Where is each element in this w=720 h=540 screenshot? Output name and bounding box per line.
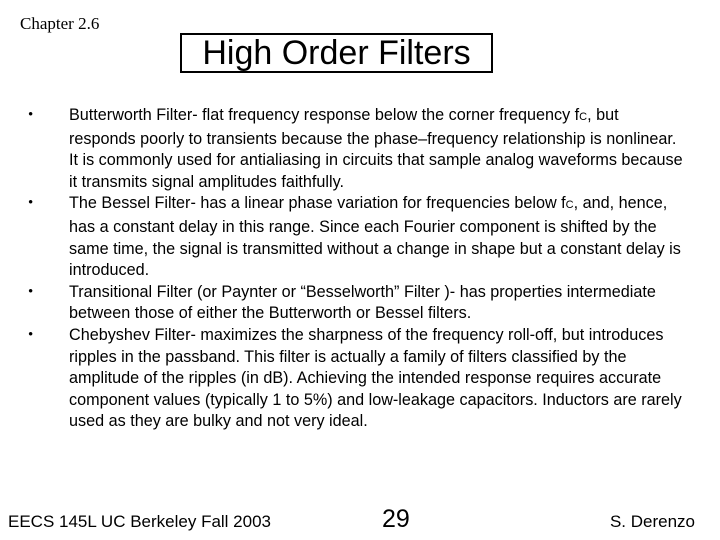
subscript-c: C — [565, 199, 574, 212]
title-box — [180, 33, 493, 73]
list-item-chebyshev — [28, 325, 688, 433]
list-item-bessel — [28, 193, 688, 281]
list-item-butterworth — [28, 105, 688, 193]
footer-author: S. Derenzo — [609, 512, 695, 531]
page-title: High Order Filters — [202, 34, 471, 72]
bullet-marker: • — [28, 326, 34, 343]
subscript-c: C — [579, 111, 588, 123]
list-item-transitional — [28, 282, 688, 325]
bullet-text-continued: , and, hence, has a constant delay in this range. Since each Fourier component is shifted by the same time, the signal is transmitted without a change in shape but a constant delay is introduced. — [69, 194, 681, 280]
bullet-text: Transitional Filter (or Paynter or “Besselworth” Filter )- has properties intermediate between those of either the Butterworth or Bessel filters. — [69, 282, 656, 323]
page-number: 29 — [382, 505, 410, 533]
bullet-text: The Bessel Filter- has a linear phase variation for frequencies below f — [69, 194, 566, 213]
bullet-marker: • — [28, 107, 34, 123]
bullet-text-continued: , but responds poorly to transients because the phase–frequency relationship is nonlinear. It is commonly used for antialiasing in circuits that sample analog waveforms because it transmits signal amplitudes faithfully. — [69, 106, 683, 191]
bullet-marker: • — [28, 195, 34, 212]
bullet-text: Butterworth Filter- flat frequency response below the corner frequency f — [69, 106, 580, 124]
bullet-list — [28, 105, 688, 433]
bullet-marker: • — [28, 283, 34, 300]
footer-course: EECS 145L UC Berkeley Fall 2003 — [8, 512, 272, 531]
bullet-text: Chebyshev Filter- maximizes the sharpness of the frequency roll-off, but introduces ripples in the passband. This filter is actually a family of filters classified by the amplitude of the ripples (in dB). Achieving the intended response requires accurate component values (typically 1 to 5%) and low-leakage capacitors. Inductors are rarely used as they are bulky and not very ideal. — [69, 325, 682, 431]
chapter-label: Chapter 2.6 — [20, 14, 100, 33]
